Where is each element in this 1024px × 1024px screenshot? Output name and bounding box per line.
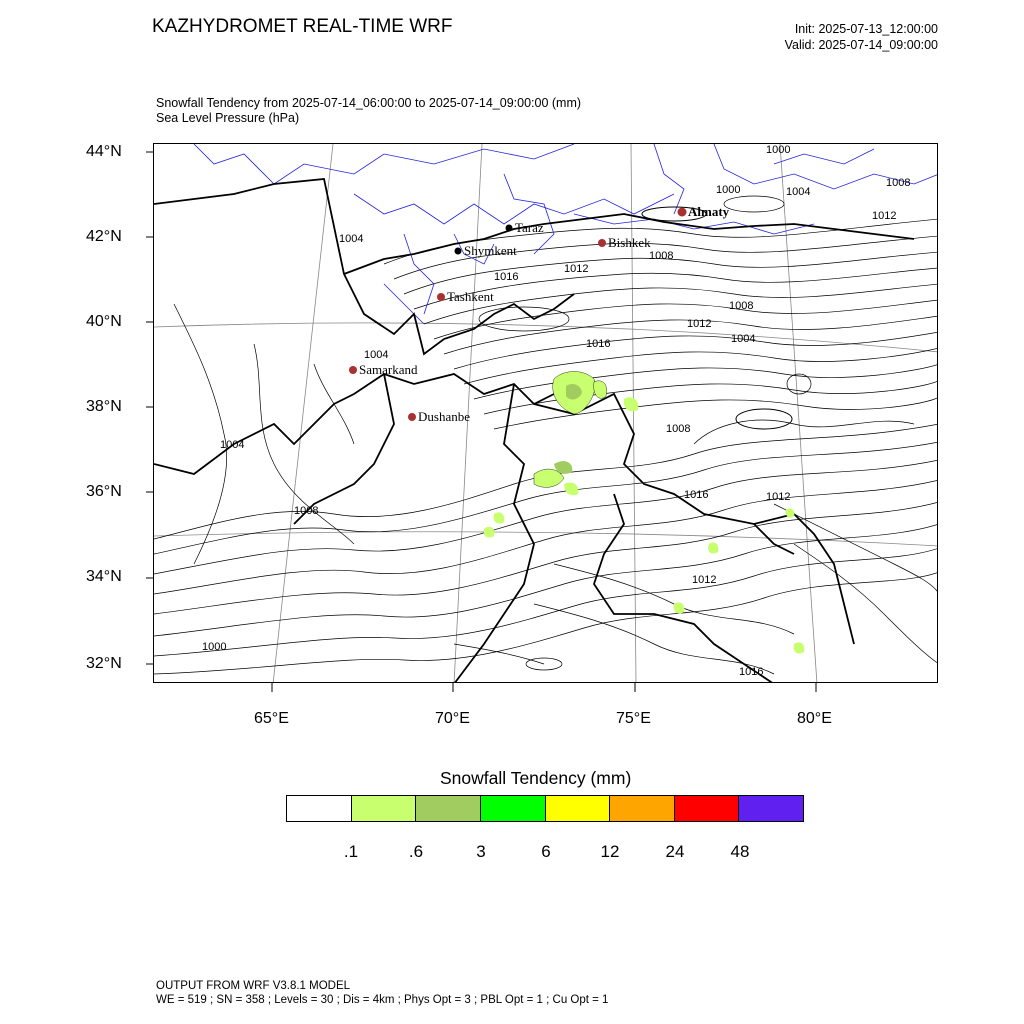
isobar-label: 1004 [731, 333, 756, 345]
page-title: KAZHYDROMET REAL-TIME WRF [152, 16, 453, 37]
lat-ticks [140, 143, 154, 683]
field-slp-label: Sea Level Pressure (hPa) [156, 111, 300, 125]
colorbar [286, 795, 804, 822]
city-label-shymkent: Shymkent [464, 243, 517, 258]
model-info [156, 979, 608, 1007]
lon-label-70: 70°E [435, 710, 470, 727]
city-samarkand[interactable] [349, 362, 418, 377]
city-label-samarkand: Samarkand [359, 362, 418, 377]
isobar-label: 1000 [202, 641, 227, 653]
lat-label-40: 40°N [86, 313, 122, 330]
lon-label-75: 75°E [616, 710, 651, 727]
city-marker-almaty [678, 208, 687, 217]
lat-label-42: 42°N [86, 228, 122, 245]
colorbar-swatch [675, 796, 740, 821]
city-label-bishkek: Bishkek [608, 235, 651, 250]
isobar-label: 1016 [684, 489, 709, 501]
map-panel[interactable] [153, 143, 938, 683]
city-almaty[interactable] [678, 204, 730, 219]
colorbar-title: Snowfall Tendency (mm) [440, 768, 632, 788]
isobar-label: 1004 [364, 349, 389, 361]
colorbar-swatch [610, 796, 675, 821]
city-marker-tashkent [437, 293, 445, 301]
graticule-lon-75 [631, 144, 636, 683]
snowfall-shading [484, 372, 805, 654]
valid-time: Valid: 2025-07-14_09:00:00 [784, 38, 938, 52]
isobar-label: 1012 [872, 210, 897, 222]
city-marker-bishkek [598, 239, 606, 247]
city-taraz[interactable] [506, 220, 544, 235]
isobar-label: 1016 [739, 666, 764, 678]
field-description [156, 96, 581, 126]
lat-label-38: 38°N [86, 398, 122, 415]
snowfall-area [708, 542, 718, 553]
city-bishkek[interactable] [598, 235, 651, 250]
snowfall-area [594, 381, 607, 399]
colorbar-label: 6 [541, 842, 551, 861]
graticule-lat-40 [154, 323, 938, 352]
isobar-label: 1004 [786, 186, 811, 198]
colorbar-swatch [481, 796, 546, 821]
snowfall-area [794, 642, 805, 653]
colorbar-label: 24 [665, 842, 685, 861]
colorbar-swatch [546, 796, 611, 821]
isobar-label: 1004 [339, 233, 364, 245]
admin-boundaries [194, 144, 938, 324]
lon-ticks [153, 682, 938, 696]
snowfall-area [624, 397, 639, 411]
run-times [785, 21, 938, 53]
isobar-label: 1016 [586, 338, 611, 350]
isobar-label: 1012 [692, 574, 717, 586]
lake-outline [736, 409, 792, 429]
colorbar-swatch [287, 796, 352, 821]
isobar-labels [202, 144, 910, 678]
isobar-label: 1000 [716, 184, 741, 196]
snowfall-area [674, 602, 685, 613]
isobar-label: 1012 [687, 318, 712, 330]
isobar-label: 1012 [766, 491, 791, 503]
colorbar-label: .1 [343, 842, 359, 861]
city-marker-dushanbe [408, 413, 416, 421]
model-info-line2: WE = 519 ; SN = 358 ; Levels = 30 ; Dis = 4km ; Phys Opt = 3 ; PBL Opt = 1 ; Cu Opt = 1 [156, 994, 609, 1006]
colorbar-swatch [352, 796, 417, 821]
isobar-label: 1016 [494, 271, 519, 283]
lakes [642, 207, 792, 429]
city-label-dushanbe: Dushanbe [418, 409, 470, 424]
isobar-label: 1008 [886, 177, 911, 189]
colorbar-label: 48 [730, 842, 750, 861]
lon-label-65: 65°E [254, 710, 289, 727]
isobar-label: 1008 [294, 505, 319, 517]
colorbar-label: 12 [600, 842, 620, 861]
isobar-label: 1008 [666, 423, 691, 435]
city-tashkent[interactable] [437, 289, 494, 304]
snowfall-area [494, 512, 505, 523]
city-label-tashkent: Tashkent [447, 289, 494, 304]
city-markers [349, 204, 730, 424]
city-label-taraz: Taraz [515, 220, 544, 235]
colorbar-swatch [739, 796, 803, 821]
isobar-label: 1008 [649, 250, 674, 262]
colorbar-label: 3 [476, 842, 486, 861]
isobar-label: 1012 [564, 263, 589, 275]
graticule [154, 144, 938, 683]
isobar-label: 1008 [729, 300, 754, 312]
field-snowfall-label: Snowfall Tendency from 2025-07-14_06:00:00 to 2025-07-14_09:00:00 (mm) [156, 96, 582, 110]
lat-label-34: 34°N [86, 568, 122, 585]
lon-label-80: 80°E [797, 710, 832, 727]
city-dushanbe[interactable] [408, 409, 470, 424]
city-label-almaty: Almaty [688, 204, 730, 219]
model-info-line1: OUTPUT FROM WRF V3.8.1 MODEL [156, 980, 351, 992]
isobar-label: 1000 [766, 144, 791, 156]
isobar-label: 1004 [220, 439, 245, 451]
lat-label-36: 36°N [86, 483, 122, 500]
city-shymkent[interactable] [455, 243, 518, 258]
city-marker-taraz [506, 225, 513, 232]
init-time: Init: 2025-07-13_12:00:00 [794, 22, 938, 36]
snowfall-area [564, 482, 578, 495]
colorbar-label: .6 [408, 842, 424, 861]
isobars [154, 196, 938, 674]
city-marker-samarkand [349, 366, 357, 374]
city-marker-shymkent [455, 248, 462, 255]
lat-label-32: 32°N [86, 655, 122, 672]
snowfall-area [484, 527, 495, 538]
colorbar-swatch [416, 796, 481, 821]
lat-label-44: 44°N [86, 143, 122, 160]
map-svg [154, 144, 938, 683]
